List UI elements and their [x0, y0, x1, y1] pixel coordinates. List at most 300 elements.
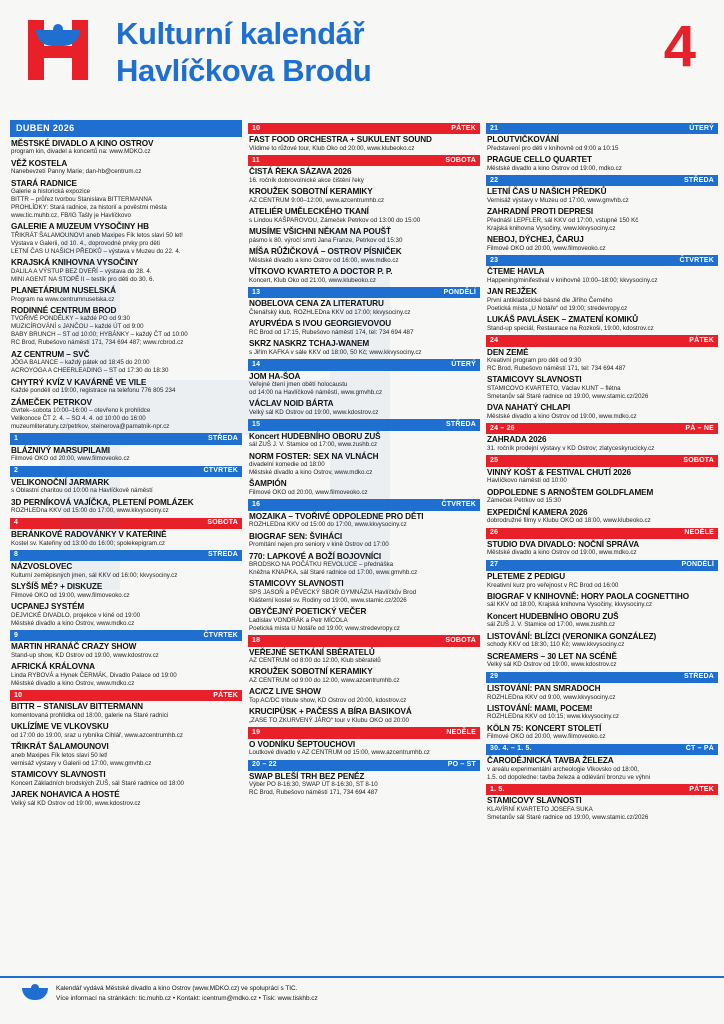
event-item: [248, 532, 480, 549]
event-item: [10, 742, 242, 767]
event-title: ČTEME HAVLA: [487, 267, 545, 277]
event-title: MĚSTSKÉ DIVADLO A KINO OSTROV: [11, 138, 154, 148]
event-item: [486, 756, 718, 781]
event-title: JOM HA-ŠOA: [249, 371, 301, 381]
date-weekday: ÚTERÝ: [451, 360, 476, 368]
event-item: [248, 167, 480, 184]
event-title: NORM FOSTER: SEX NA VLNÁCH: [249, 451, 379, 461]
event-item: [486, 315, 718, 332]
footer-line-2: Více informací na stránkách: tic.muhb.cz • Kontakt: icentrum@mdko.cz • Tisk: www.tiskhb.cz: [56, 994, 318, 1002]
event-title: NEBOJ, DÝCHEJ, ČARUJ: [487, 235, 584, 245]
date-bar: [486, 423, 718, 434]
event-detail-line: PROHLÍDKY: Stará radnice, za historií a pověstmi města: [11, 203, 167, 211]
event-title: KÖLN 75: KONCERT STOLETÍ: [487, 723, 602, 733]
date-day: 14: [252, 360, 261, 368]
calendar-column: [486, 120, 718, 970]
title-line-1: Kulturní kalendář: [116, 16, 365, 51]
date-day: 2: [14, 467, 19, 475]
event-item: [248, 267, 480, 284]
event-detail-line: Městské divadlo a kino Ostrov od 19:00, www.mdko.cz: [487, 549, 637, 557]
event-title: VELIKONOČNÍ JARMARK: [11, 477, 110, 487]
event-detail-line: Velký sál KD Ostrov od 19:00, www.kdostrov.cz: [487, 661, 617, 669]
date-weekday: PÁTEK: [689, 336, 714, 344]
hb-mouse-logo-icon: [22, 20, 106, 84]
event-detail-line: www.tic.muhb.cz, FB/IG Tašly je Havlíčkovo: [11, 211, 131, 219]
date-weekday: NEDĚLE: [684, 529, 714, 537]
date-day: 1. 5.: [490, 785, 505, 793]
event-detail-line: schody KKV od 18:30, 110 Kč; www.kkvysociny.cz: [487, 641, 625, 649]
event-item: [248, 579, 480, 604]
event-title: BIOGRAF SEN: ŠVIHÁCI: [249, 531, 343, 541]
date-bar: [486, 455, 718, 466]
event-item: [486, 287, 718, 312]
event-detail-line: Přednáší LEPFLER, sál KKV od 17:00, vstupné 150 Kč: [487, 216, 639, 224]
event-title: BITTR – STANISLAV BITTERMANN: [11, 702, 143, 712]
date-day: 13: [252, 288, 261, 296]
date-weekday: ČTVRTEK: [203, 631, 238, 639]
event-detail-line: SPS JASOŇ a PĚVECKÝ SBOR GYMNÁZIA Havlíčkův Brod: [249, 588, 417, 596]
date-bar: [10, 466, 242, 477]
event-detail-line: TŘIKRÁT ŠALAMOUNOVI aneb Maxipes Fík letos slaví 50 let!: [11, 231, 183, 239]
event-title: 3D PERNÍKOVÁ VAJÍČKA, PLETENÍ POMLÁZEK: [11, 497, 194, 507]
event-detail-line: Velikonoce ČT 2. 4. – SO 4. 4. od 10:00 do 16:00: [11, 415, 146, 423]
event-detail-line: dobrodružné filmy v Klubu OKO od 18:00, www.klubeoko.cz: [487, 517, 651, 525]
event-item: [486, 348, 718, 373]
event-item: [10, 378, 242, 395]
event-title: CHYTRÝ KVÍZ V KAVÁRNĚ VE VILE: [11, 377, 147, 387]
event-detail-line: sál ZUŠ J. V. Stamice od 17:00, www.zushb.cz: [487, 621, 616, 629]
event-title: UKLÍZÍME VE VLKOVSKU: [11, 722, 109, 732]
event-title: EXPEDIČNÍ KAMERA 2026: [487, 507, 588, 517]
event-title: NÁZVOSLOVEC: [11, 562, 73, 572]
event-detail-line: Happening/minifestival v knihovně 10:00–18:00; kkvysociny.cz: [487, 276, 658, 284]
event-detail-line: Kostel sv. Kateřiny od 13:00 do 16:00; spolekepigram.cz: [11, 539, 165, 547]
date-bar: [10, 630, 242, 641]
date-bar: [486, 744, 718, 755]
event-item: [10, 702, 242, 719]
event-detail-line: s Lindou KAŠPAROVOU, Zámeček Petrkov od 13:00 do 15:00: [249, 216, 421, 224]
date-bar: [248, 760, 480, 771]
date-weekday: SOBOTA: [207, 519, 238, 527]
event-detail-line: 1.5. od dopoledne: tavba železa a odlévání bronzu ve výhni: [487, 773, 651, 781]
date-bar: [248, 287, 480, 298]
event-detail-line: 31. ročník prodejní výstavy v KD Ostrov; zlatyceskyrucicky.cz: [487, 445, 655, 452]
event-item: [248, 707, 480, 724]
event-item: [486, 508, 718, 525]
date-weekday: PONDĚLÍ: [681, 561, 714, 569]
event-detail-line: LETNÍ ČAS U NAŠICH PŘEDKŮ – výstava v Muzeu do 22. 4.: [11, 247, 181, 255]
event-title: GALERIE A MUZEUM VYSOČINY HB: [11, 222, 149, 232]
event-title: AYURVÉDA S IVOU GEORGIEVOVOU: [249, 319, 392, 329]
event-detail-line: ROZHLEDna KKV od 15:00 do 17:00, www.kkvysociny.cz: [11, 507, 169, 515]
event-detail-line: Promítání nejen pro seniory v kině Ostrov od 17:00: [249, 541, 389, 549]
event-title: BERÁNKOVÉ RADOVÁNKY V KATEŘINĚ: [11, 530, 167, 539]
event-title: PLOUTVIČKOVÁNÍ: [487, 135, 559, 145]
event-item: [248, 207, 480, 224]
event-item: [486, 684, 718, 701]
event-title: TŘIKRÁT ŠALAMOUNOVI: [11, 742, 109, 752]
event-title: STAMICOVY SLAVNOSTI: [487, 375, 582, 385]
event-detail-line: Program na www.centrumnuselska.cz: [11, 295, 115, 303]
calendar-column: [248, 120, 480, 970]
event-detail-line: Loutkové divadlo v AZ CENTRUM od 15:00, www.azcentrumhb.cz: [249, 749, 430, 757]
event-detail-line: MUZICÍROVÁNÍ s JANČOU – každé ÚT od 9:00: [11, 323, 144, 331]
event-title: JAN REJŽEK: [487, 287, 537, 297]
date-weekday: STŘEDA: [446, 420, 476, 428]
event-detail-line: BABY BRUNCH – ST od 10:00; HYBÁNKY – každý ČT od 10:00: [11, 331, 188, 339]
event-item: [486, 488, 718, 505]
event-item: [10, 562, 242, 579]
event-title: LISTOVÁNÍ: PAN SMRADOCH: [487, 684, 601, 694]
event-detail-line: Smetanův sál Staré radnice od 19:00, www.stamic.cz/2026: [487, 813, 649, 821]
event-detail-line: Velký sál KD Ostrov od 19:00, www.kdostrov.cz: [249, 408, 379, 416]
date-day: 15: [252, 420, 261, 428]
event-item: [10, 770, 242, 787]
event-detail-line: STAMICOVO KVARTETO, Václav KUNT – flétna: [487, 384, 621, 392]
event-title: MÍŠA RŮŽIČKOVÁ – OSTROV PÍSNIČEK: [249, 247, 402, 257]
date-day: 21: [490, 124, 499, 132]
date-bar: [486, 175, 718, 186]
event-title: SLYŠÍŠ MĚ? + DISKUZE: [11, 582, 103, 592]
date-weekday: PO – ST: [447, 761, 476, 769]
event-item: [248, 607, 480, 632]
event-detail-line: ROZHLEDna KKV od 9:00, www.kkvysociny.cz: [487, 693, 616, 701]
calendar-columns: [0, 120, 724, 970]
event-detail-line: od 17:00 do 19:00, sraz u rybníka Cihlář, www.azcentrumhb.cz: [11, 731, 183, 739]
event-title: ZÁMEČEK PETRKOV: [11, 397, 92, 407]
event-item: [10, 350, 242, 375]
event-detail-line: Městské divadlo a kino Ostrov, www.mdko.cz: [11, 679, 135, 687]
event-detail-line: ROZHLEDna KKV od 15:00 do 17:00, www.kkvysociny.cz: [249, 521, 407, 529]
event-title: UCPANEJ SYSTÉM: [11, 602, 85, 612]
event-detail-line: Stand-up speciál, Restaurace na Rozkoši, 19:00, kdostrov.cz: [487, 324, 654, 332]
event-item: [248, 740, 480, 757]
event-item: [486, 796, 718, 821]
event-detail-line: Veřejné čtení jmen obětí holocaustu: [249, 381, 348, 389]
event-detail-line: Filmové OKO od 19:00, www.filmoveoko.cz: [11, 591, 130, 599]
date-weekday: STŘEDA: [208, 434, 238, 442]
event-detail-line: Kněžna KNAPKA, sál Staré radnice od 17:00, www.gmvhb.cz: [249, 569, 418, 577]
event-item: [10, 398, 242, 431]
event-title: AZ CENTRUM – SVČ: [11, 349, 90, 359]
event-title: Koncert HUDEBNÍHO OBORU ZUŠ: [487, 611, 619, 621]
date-weekday: SOBOTA: [445, 156, 476, 164]
event-title: BIOGRAF V KNIHOVNĚ: HORY PAOLA COGNETTIHO: [487, 591, 689, 601]
event-item: [248, 552, 480, 577]
event-detail-line: AZ CENTRUM od 8:00 do 12:00, Klub sběratelů: [249, 657, 381, 665]
event-title: LISTOVÁNÍ: BLÍZCI (VERONIKA GONZÁLEZ): [487, 631, 657, 641]
event-detail-line: Klášterní kostel sv. Rodiny od 19:00, www.stamic.cz/2026: [249, 596, 407, 604]
date-weekday: PÁTEK: [213, 691, 238, 699]
date-bar: [486, 335, 718, 346]
event-title: LETNÍ ČAS U NAŠICH PŘEDKŮ: [487, 187, 607, 197]
event-detail-line: s Oblastní charitou od 10:00 na Havlíčkově náměstí: [11, 487, 153, 495]
event-detail-line: Městské divadlo a kino Ostrov od 19:00, mdko.cz: [487, 164, 622, 172]
event-detail-line: 16. ročník dobrovolnické akce čištění řeky: [249, 176, 364, 184]
event-item: [248, 687, 480, 704]
event-detail-line: Nanebevzetí Panny Marie; dan-hb@centrum.cz: [11, 168, 142, 176]
event-item: [248, 227, 480, 244]
event-title: DEN ZEMĚ: [487, 347, 529, 357]
event-detail-line: Kreativní program pro děti od 9:30: [487, 357, 581, 365]
date-day: 26: [490, 529, 499, 537]
event-title: 770: LAPKOVÉ A BOŽÍ BOJOVNÍCI: [249, 551, 382, 561]
event-detail-line: DALILA A VÝSTUP BEZ DVEŘÍ – výstava do 28. 4.: [11, 267, 152, 275]
date-day: 29: [490, 673, 499, 681]
event-title: NOBELOVA CENA ZA LITERATURU: [249, 299, 384, 309]
date-weekday: SOBOTA: [445, 636, 476, 644]
event-title: KROUŽEK SOBOTNÍ KERAMIKY: [249, 187, 373, 197]
event-item: [486, 375, 718, 400]
date-day: 22: [490, 176, 499, 184]
event-title: O VODNÍKU ŠEPTOUCHOVI: [249, 739, 356, 749]
event-detail-line: Filmové OKO od 20:00, www.filmoveoko.cz: [249, 488, 368, 496]
date-bar: [486, 528, 718, 539]
date-day: 1: [14, 434, 19, 442]
event-item: [248, 512, 480, 529]
event-title: RODINNÉ CENTRUM BROD: [11, 305, 117, 315]
event-detail-line: Zámeček Petrkov od 15:30: [487, 497, 561, 505]
month-bar: DUBEN 2026: [10, 120, 242, 137]
event-item: [248, 247, 480, 264]
date-bar: [486, 560, 718, 571]
date-day: 18: [252, 636, 261, 644]
poster-header: [0, 0, 724, 120]
event-item: [10, 530, 242, 547]
event-item: [248, 339, 480, 356]
event-detail-line: ACROYOGA A CHEERLEADING – ST od 17:30 do 18:30: [11, 367, 169, 375]
event-detail-line: Čtenářský klub, ROZHLEDna KKV od 17:00; kkvysociny.cz: [249, 308, 411, 316]
date-weekday: ČT – PÁ: [685, 745, 714, 753]
event-item: [486, 403, 718, 420]
event-title: VĚŽ KOSTELA: [11, 158, 68, 168]
event-item: [10, 159, 242, 176]
event-detail-line: divadelní komedie od 18:00: [249, 461, 325, 469]
event-title: AFRICKÁ KRÁLOVNA: [11, 662, 95, 672]
event-title: ČISTÁ ŘEKA SÁZAVA 2026: [249, 167, 352, 177]
date-day: 24 – 26: [490, 424, 515, 432]
event-title: ODPOLEDNE S ARNOŠTEM GOLDFLAMEM: [487, 487, 654, 497]
date-day: 20 – 22: [252, 761, 277, 769]
event-title: STARÁ RADNICE: [11, 178, 77, 188]
event-detail-line: Kreativní kurz pro veřejnost v RC Brod od 16:00: [487, 581, 619, 589]
event-item: [10, 446, 242, 463]
event-title: LISTOVÁNÍ: MAMI, POCEM!: [487, 703, 593, 713]
event-detail-line: RC Brod, Rubešovo náměstí 171, tel: 734 694 487: [487, 364, 626, 372]
event-detail-line: Každé pondělí od 19:00, registrace na telefonu 776 805 234: [11, 387, 176, 395]
date-day: 9: [14, 631, 19, 639]
event-title: STUDIO DVA DIVADLO: NOČNÍ SPRÁVA: [487, 539, 640, 549]
event-item: [486, 155, 718, 172]
date-weekday: SOBOTA: [683, 456, 714, 464]
event-item: [248, 399, 480, 416]
date-weekday: STŘEDA: [684, 176, 714, 184]
date-weekday: ČTVRTEK: [679, 256, 714, 264]
event-item: [486, 572, 718, 589]
event-item: [10, 722, 242, 739]
event-item: [486, 135, 718, 152]
mouse-icon: [22, 988, 48, 1000]
event-detail-line: KLAVÍRNÍ KVARTETO JOSEFA SUKA: [487, 805, 593, 813]
event-title: ATELIÉR UMĚLECKÉHO TKANÍ: [249, 207, 369, 217]
event-item: [10, 139, 242, 156]
event-detail-line: RC Brod, Rubešovo náměstí 171, 734 694 487: [249, 789, 378, 797]
event-detail-line: Výstava v Galerii, od 10. 4., doprovodné prvky pro děti: [11, 239, 160, 247]
event-title: OBYČEJNÝ POETICKÝ VEČER: [249, 607, 367, 617]
event-detail-line: Městské divadlo a kino Ostrov od 19:00, www.mdko.cz: [487, 412, 637, 420]
event-item: [10, 642, 242, 659]
event-title: PLETEME Z PEDIGU: [487, 572, 566, 581]
event-title: SCREAMERS – 30 LET NA SCÉNĚ: [487, 651, 617, 661]
date-bar: [486, 672, 718, 683]
date-weekday: STŘEDA: [684, 673, 714, 681]
event-title: MOZAIKA – TVOŘIVÉ ODPOLEDNE PRO DĚTI: [249, 511, 424, 521]
date-bar: [248, 155, 480, 166]
event-detail-line: Městské divadlo a kino Ostrov od 16:00, www.mdko.cz: [249, 256, 399, 264]
event-item: [10, 602, 242, 627]
event-title: JAREK NOHAVICA A HOSTÉ: [11, 790, 120, 800]
event-item: [486, 632, 718, 649]
event-title: VEŘEJNÉ SETKÁNÍ SBĚRATELŮ: [249, 647, 375, 657]
date-weekday: PONDĚLÍ: [443, 288, 476, 296]
event-detail-line: komentovaná prohlídka od 18:00, galerie na Staré radnici: [11, 711, 169, 719]
event-detail-line: Filmové OKO od 20:00, www.filmoveoko.cz: [487, 733, 606, 741]
event-item: [10, 306, 242, 347]
date-weekday: STŘEDA: [208, 551, 238, 559]
date-day: 24: [490, 336, 499, 344]
date-bar: [248, 635, 480, 646]
event-detail-line: BITTR – průřez tvorbou Stanislava BITTERMANNA: [11, 195, 152, 203]
event-item: [248, 452, 480, 477]
event-detail-line: JÓGA BALANCE – každý pátek od 18:45 do 20:00: [11, 359, 150, 367]
date-bar: [10, 518, 242, 529]
event-item: [486, 435, 718, 452]
date-day: 27: [490, 561, 499, 569]
event-title: ŠAMPIÓN: [249, 479, 287, 489]
date-day: 19: [252, 728, 261, 736]
event-title: Koncert HUDEBNÍHO OBORU ZUŠ: [249, 431, 381, 441]
event-detail-line: program kin, divadel a koncertů na: www.MDKO.cz: [11, 148, 151, 156]
event-title: VÁCLAV NOID BÁRTA: [249, 399, 334, 409]
event-item: [248, 772, 480, 797]
event-detail-line: pásmo k 80. výročí smrti Jana Franze, Petrkov od 15:30: [249, 236, 403, 244]
event-detail-line: Městské divadlo a kino Ostrov, www.mdko.cz: [11, 619, 135, 627]
event-detail-line: Smetanův sál Staré radnice od 19:00, www.stamic.cz/2026: [487, 392, 649, 400]
date-weekday: ČTVRTEK: [441, 500, 476, 508]
event-detail-line: Ladislav VONDRÁK a Petr MÍCOLA: [249, 616, 348, 624]
event-detail-line: TVOŘIVÉ PONDĚLKY – každé PO od 9:30: [11, 315, 130, 323]
date-bar: [486, 784, 718, 795]
poster-title: [116, 14, 664, 86]
date-bar: [248, 359, 480, 370]
event-detail-line: od 14:00 na Havlíčkově náměstí, www.gmvhb.cz: [249, 388, 383, 396]
event-item: [10, 478, 242, 495]
event-detail-line: DEJVICKÉ DIVADLO, projekce v kině od 19:00: [11, 611, 141, 619]
date-day: 11: [252, 156, 260, 164]
calendar-column: [10, 120, 242, 970]
event-item: [10, 498, 242, 515]
event-detail-line: Filmové OKO od 20:00, www.filmoveoko.cz: [487, 244, 606, 252]
date-weekday: NEDĚLE: [446, 728, 476, 736]
event-title: ČARODĚJNICKÁ TAVBA ŽELEZA: [487, 756, 614, 766]
event-detail-line: Poetická místa U Notáře od 19:00; www.stredevropy.cz: [249, 624, 400, 632]
date-bar: [248, 419, 480, 430]
event-item: [248, 648, 480, 665]
event-item: [486, 652, 718, 669]
date-weekday: PÁTEK: [689, 785, 714, 793]
event-item: [10, 582, 242, 599]
event-detail-line: Koncert, Klub Oko od 21:00, www.klubeoko.cz: [249, 276, 376, 284]
event-detail-line: aneb Maxipes Fík letos slaví 50 let!: [11, 751, 108, 759]
date-day: 10: [14, 691, 23, 699]
event-detail-line: RC Brod od 17:15, Rubešovo náměstí 174, tel: 734 694 487: [249, 328, 414, 336]
date-bar: [248, 499, 480, 510]
event-title: ZAHRADNÍ PROTI DEPRESI: [487, 207, 594, 217]
event-title: DVA NAHATÝ CHLAPI: [487, 403, 571, 413]
event-item: [10, 179, 242, 220]
event-detail-line: AZ CENTRUM od 9:00 do 12:00, www.azcentrumhb.cz: [249, 676, 400, 684]
event-detail-line: vernisáž výstavy v Galerii od 17:00, www.gmvhb.cz: [11, 759, 152, 767]
event-detail-line: Poetická místa „U Notáře“ od 19:00; stredevropy.cz: [487, 304, 628, 312]
event-item: [10, 222, 242, 255]
event-title: VÍTKOVO KVARTETO A DOCTOR P. P.: [249, 267, 393, 277]
event-title: MARTIN HRANÁČ CRAZY SHOW: [11, 642, 137, 652]
title-line-2: Havlíčkova Brodu: [116, 53, 372, 88]
event-item: [486, 724, 718, 741]
event-detail-line: Linda RYBOVÁ a Hynek ČERMÁK, Divadlo Palace od 19:00: [11, 671, 177, 679]
event-title: MUSÍME VŠICHNI NĚKAM NA POUŠŤ: [249, 227, 391, 237]
event-item: [248, 479, 480, 496]
event-item: [486, 235, 718, 252]
event-detail-line: RC Brod, Rubešovo náměstí 171, 734 694 487; www.rcbrod.cz: [11, 339, 184, 347]
event-detail-line: Filmové OKO od 20:00, www.filmoveoko.cz: [11, 455, 130, 463]
event-title: KRUCIPÜSK + PAČESS A BÍRA BASIKOVÁ: [249, 707, 412, 717]
event-item: [486, 540, 718, 557]
date-weekday: PÁ – NE: [685, 424, 714, 432]
event-detail-line: Stand-up show, KD Ostrov od 19:00, www.kdostrov.cz: [11, 651, 159, 659]
event-item: [486, 207, 718, 232]
event-detail-line: BRODSKO NA POČÁTKU REVOLUCE – přednáška: [249, 561, 394, 569]
event-detail-line: MINI AGENT NA STOPĚ II – testík pro děti do 30. 6.: [11, 275, 155, 283]
event-detail-line: ROZHLEDna KKV od 10:15; www.kkvysociny.cz: [487, 713, 619, 721]
event-detail-line: Top AC/DC tribute show, KD Ostrov od 20:00, kdostrov.cz: [249, 696, 407, 704]
date-day: 23: [490, 256, 499, 264]
event-detail-line: Galerie a historická expozice: [11, 188, 91, 196]
event-title: PRAGUE CELLO QUARTET: [487, 155, 592, 165]
date-weekday: ÚTERÝ: [689, 124, 714, 132]
event-detail-line: čtvrtek–sobota 10:00–16:00 – otevřeno k prohlídce: [11, 407, 151, 415]
footer-line-1: Kalendář vydává Městské divadlo a kino Ostrov (www.MDKO.cz) ve spolupráci s TIC.: [56, 985, 298, 992]
event-detail-line: muzeumliteratury.cz/petrkov, steinerova@pamatnik-npr.cz: [11, 422, 170, 430]
date-day: 4: [14, 519, 19, 527]
event-detail-line: sál KKV od 18:00, Krajská knihovna Vysočiny, kkvysociny.cz: [487, 601, 652, 609]
date-day: 16: [252, 500, 261, 508]
date-bar: [486, 255, 718, 266]
event-detail-line: sál ZUŠ J. V. Stamice od 17:00, www.zushb.cz: [249, 441, 378, 449]
event-item: [248, 372, 480, 397]
event-title: BLÁZNIVÝ MARSUPILAMI: [11, 445, 110, 455]
event-item: [486, 704, 718, 721]
date-bar: [10, 433, 242, 444]
event-detail-line: Velký sál KD Ostrov od 19:00, www.kdostrov.cz: [11, 799, 141, 807]
event-item: [248, 319, 480, 336]
event-detail-line: Havlíčkovo náměstí od 10:00: [487, 477, 567, 485]
event-title: KROUŽEK SOBOTNÍ KERAMIKY: [249, 667, 373, 677]
event-title: SWAP BLEŠÍ TRH BEZ PENĚZ: [249, 771, 365, 781]
event-detail-line: Vernisáž výstavy v Muzeu od 17:00, www.gmvhb.cz: [487, 196, 629, 204]
event-detail-line: AZ CENTRUM 9:00–12:00, www.azcentrumhb.cz: [249, 196, 385, 204]
event-title: SKRZ NASKRZ TCHAJ-WANEM: [249, 339, 370, 349]
